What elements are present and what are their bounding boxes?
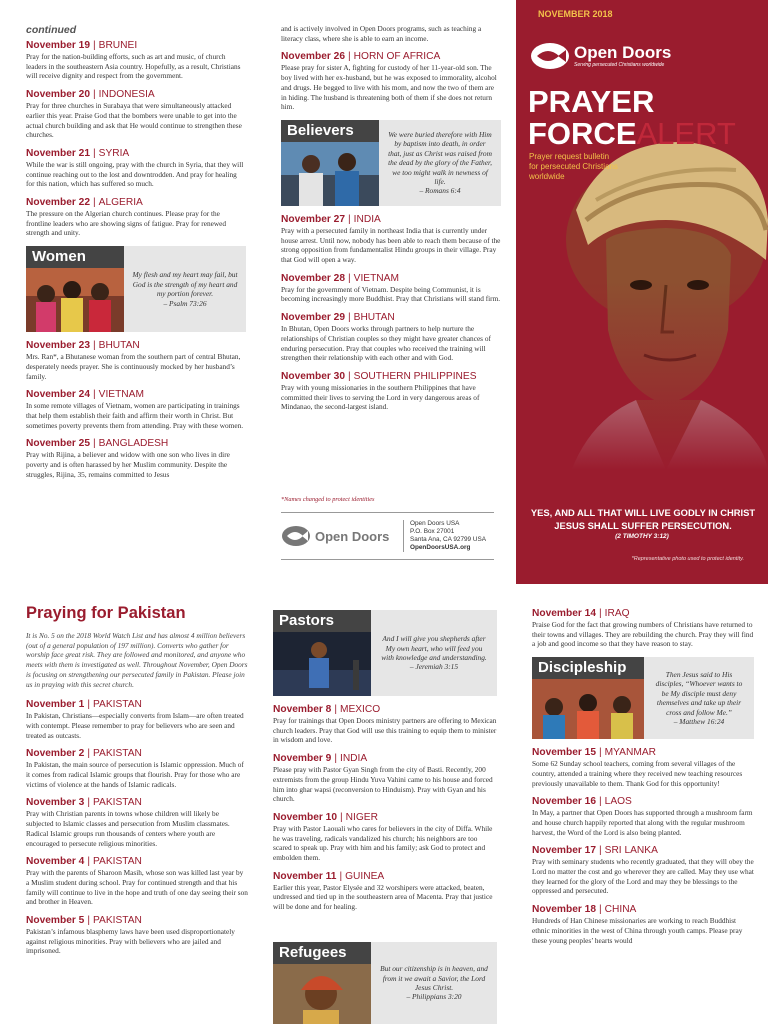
entry-text: Mrs. Ran*, a Bhutanese woman from the southern part of central Bhutan, desperately needs prayer. She is continuously mocked by her husband’s family. — [26, 352, 241, 381]
cover-quote: YES, AND ALL THAT WILL LIVE GODLY IN CHRIST JESUS SHALL SUFFER PERSECUTION. — [530, 507, 756, 531]
cover-logo — [530, 42, 671, 70]
entry-country: SYRIA — [98, 147, 130, 159]
entry-text: Pray for trainings that Open Doors ministry partners are offering to Mexican church leaders. Pray that God will use this training to equip them to minister in wisdom and love. — [273, 716, 497, 745]
prayer-entry: November 21 | SYRIA While the war is still ongoing, pray with the church in Syria, that they will continue reaching out to the lost and downtrodden. And pray for healing for this nation, which has suffered so much. — [26, 148, 246, 189]
entry-date: November 30 — [281, 370, 345, 382]
entry-country: CHINA — [604, 904, 637, 916]
column-6 — [532, 608, 754, 953]
entry-text: Pray for the nation-building efforts, such as art and music, of church leaders in the southeastern Asia country. Hopefully, as a result, Christians will receive dignity and respect from the government. — [26, 52, 241, 81]
entry-country: VIETNAM — [98, 389, 144, 401]
address-website: OpenDoorsUSA.org — [410, 544, 471, 551]
entry-country: NIGER — [345, 811, 378, 823]
entry-date: November 25 — [26, 438, 90, 450]
entry-country: PAKISTAN — [92, 797, 142, 809]
entry-country: ALGERIA — [98, 197, 143, 209]
entry-country: MYANMAR — [604, 747, 656, 759]
entry-text: Pray with the parents of Sharoon Masih, whose son was killed last year by a Muslim student during school. Pray for continued strength and that his family will continue to live in the hope and truth of one day seeing their son and brother in Heaven. — [26, 868, 248, 907]
entry-date: November 28 — [281, 272, 345, 284]
column-5 — [273, 610, 497, 920]
entry-country: MEXICO — [339, 704, 381, 715]
prayer-entry: November 9 | INDIA Please pray with Pastor Gyan Singh from the city of Basti. Recently, 200 extremists from the group Hindu Yuva Vahini came to his house and forced him into ghar wapsi (reconversion to Hinduism). Pray with Gyan and his church. — [273, 753, 497, 804]
entry-date: November 4 — [26, 856, 85, 868]
believers-photo — [281, 120, 379, 206]
entry-date: November 18 — [532, 904, 596, 916]
cover-title-prayer: PRAYER — [528, 84, 655, 119]
entry-country: BHUTAN — [353, 312, 395, 324]
fish-logo-icon — [530, 42, 570, 70]
box-label: Pastors — [273, 610, 371, 632]
scripture-quote: And I will give you shepherds after My own heart, who will feed you with knowledge and understanding. – Jeremiah 3:15 — [381, 634, 487, 672]
fish-logo-icon — [281, 525, 311, 547]
cover-title-line2 — [528, 118, 736, 150]
prayer-entry: November 25 | BANGLADESH Pray with Rijina, a believer and widow with one son who lives in dire poverty and is often harassed by her Muslim community. Despite the struggles, Rijina, 35, remains committed to Jesus — [26, 438, 246, 479]
entry-text: Please pray for sister A, fighting for custody of her 11-year-old son. The boy lived with her ex-husband, but he was exposed to immorality, alcohol and drugs. He begged to live with his mom, and now the two of them are in hiding. The husband is threatening both of them if she does not return him. — [281, 63, 497, 112]
prayer-entry: November 2 | PAKISTAN In Pakistan, the main source of persecution is Islamic oppression. Much of it comes from radical Islamic groups that flourish. Pray for those who are victims of violence at the hands of Islamic radicals. — [26, 748, 248, 789]
entry-country: INDONESIA — [98, 89, 155, 101]
logo-text: Open Doors — [315, 528, 390, 544]
entry-country: INDIA — [353, 213, 381, 225]
cover-logo-text: Open Doors — [574, 43, 672, 62]
entry-date: November 20 — [26, 89, 90, 101]
entry-date: November 17 — [532, 845, 596, 857]
cover-tagline: Serving persecuted Christians worldwide — [574, 62, 665, 68]
entry-text: Pray with young missionaries in the southern Philippines that have committed their lives to serving the Lord in very dangerous areas of Mindanao, the second-largest island. — [281, 382, 480, 412]
entry-country: LAOS — [604, 796, 632, 808]
entry-country: BHUTAN — [98, 340, 140, 352]
entry-text: Pray with Pastor Laouali who cares for believers in the city of Diffa. While he was traveling, radicals vandalized his church; his neighbors are too scared to speak up. Pray with him and his family; ask God to protect and embolden them. — [273, 823, 493, 863]
entry-country: IRAQ — [604, 608, 630, 619]
prayer-entry: November 3 | PAKISTAN Pray with Christian parents in towns whose children will likely be subjected to Islamic classes and persecution from Muslim classmates. Radical Islamic groups run thousands of centers where youth are encouraged to persecute religious minorities. — [26, 797, 248, 848]
prayer-entry: November 1 | PAKISTAN In Pakistan, Christians—especially converts from Islam—are often treated with contempt. Please remember to pray for believers who are seen and treated as outcasts. — [26, 699, 248, 740]
entry-country: BANGLADESH — [98, 438, 169, 450]
address-line: Santa Ana, CA 92799 USA — [410, 536, 487, 543]
entry-text: Pakistan’s infamous blasphemy laws have been used disproportionately against religious minorities. Pray with believers who are jailed and imprisoned. — [26, 927, 235, 956]
prayer-entry: November 5 | PAKISTAN Pakistan’s infamous blasphemy laws have been used disproportionately against religious minorities. Pray with believers who are jailed and imprisoned. — [26, 915, 248, 956]
prayer-entry: November 14 | IRAQ Praise God for the fact that growing numbers of Christians have returned to their towns and villages. They are rebuilding the church. Pray they will find a job and good income so that they have reason to stay. — [532, 608, 754, 649]
entry-text: Pray with seminary students who recently graduated, that they will obey the Lord no matter the cost and go wherever they are called. May they use what they learned for the glory of the Lord and may they be blessings to the oppressed and persecuted. — [532, 857, 754, 896]
cover-subtitle: Prayer request bulletin for persecuted Christians worldwide — [529, 152, 618, 181]
entry-country: HORN OF AFRICA — [353, 51, 441, 63]
prayer-entry: November 4 | PAKISTAN Pray with the parents of Sharoon Masih, whose son was killed last year by a Muslim student during school. Pray for continued strength and that his family will continue to live in the hope and truth of one day seeing their son and brother in Heaven. — [26, 856, 248, 907]
entry-text: Pray with Rijina, a believer and widow with one son who lives in dire poverty and is often harassed by her Muslim community. Despite the struggles, Rijina, 35, remains committed to Jesus — [26, 450, 230, 479]
entry-date: November 29 — [281, 312, 345, 324]
entry-date: November 14 — [532, 608, 596, 619]
prayer-entry: November 19 | BRUNEI Pray for the nation-building efforts, such as art and music, of church leaders in the southeastern Asia country. Hopefully, as a result, Christians will receive dignity and respect from the government. — [26, 40, 246, 81]
entry-country: VIETNAM — [353, 272, 399, 284]
address-line: P.O. Box 27001 — [410, 528, 455, 535]
entry-date: November 3 — [26, 797, 85, 809]
scripture-quote: Then Jesus said to His disciples, “Whoever wants to be My disciple must deny themselves and take up their cross and follow Me.” – Matthew 16:24 — [655, 669, 743, 726]
prayer-entry: November 16 | LAOS In May, a partner that Open Doors has supported through a mushroom farm and house church happily reported that along with the regular mushroom harvest, the Word of the Lord is also being planted. — [532, 796, 753, 837]
entry-date: November 10 — [273, 811, 337, 823]
entry-date: November 16 — [532, 796, 596, 808]
entry-date: November 23 — [26, 340, 90, 352]
entry-country: BRUNEI — [98, 40, 138, 51]
entry-text: While the war is still ongoing, pray with the church in Syria, that they will continue reaching out to the lost and downtrodden. And pray for healing for this nation, which has suffered so much. — [26, 159, 244, 189]
entry-text: Hundreds of Han Chinese missionaries are working to reach Buddhist ethnic minorities in the west of China through youth camps. Please pray these young peoples’ hearts would — [532, 916, 743, 945]
address-block — [281, 512, 494, 560]
entry-country: GUINEA — [345, 870, 385, 882]
prayer-entry: November 20 | INDONESIA Pray for three churches in Surabaya that were simultaneously attacked earlier this year. Praise God that the bombers were unable to get into the actual church building and ask that He would continue to strengthen these churches. — [26, 89, 246, 140]
scripture-quote: But our citizenship is in heaven, and from it we await a Savior, the Lord Jesus Christ. – Philippians 3:20 — [380, 964, 488, 1002]
column-1 — [26, 24, 246, 487]
prayer-entry: November 29 | BHUTAN In Bhutan, Open Doors works through partners to help nurture the relationships of Christian couples so they might have greater chances of enduring persecution. Pray that couples who received the training will strengthen their relationship with each other and with God. — [281, 312, 501, 363]
column-2 — [281, 24, 501, 420]
box-label: Refugees — [273, 942, 371, 964]
entry-date: November 5 — [26, 915, 85, 927]
prayer-entry: November 24 | VIETNAM In some remote villages of Vietnam, women are participating in trainings that help them establish their faith and affirm their worth in Christ. But sometimes poverty prevents them from attending. Pray with these women. — [26, 389, 246, 430]
pastors-box — [273, 610, 497, 696]
entry-country: INDIA — [339, 753, 368, 765]
refugees-box — [273, 942, 497, 1024]
continued-label: continued — [26, 24, 77, 36]
prayer-entry: November 26 | HORN OF AFRICA Please pray for sister A, fighting for custody of her 11-year-old son. The boy lived with her ex-husband, but he was exposed to immorality, alcohol and drugs. He begged to live with his mom, and now the two of them are in hiding. The husband is threatening both of them if she does not return him. — [281, 51, 501, 112]
entry-text: In Pakistan, the main source of persecution is Islamic oppression. Much of it comes from radical Islamic groups that flourish. Pray for those who are victims of violence at the hands of Islamic radicals. — [26, 760, 244, 789]
cover-title-alert: ALERT — [636, 116, 736, 151]
prayer-entry: November 23 | BHUTAN Mrs. Ran*, a Bhutanese woman from the southern part of central Bhutan, desperately needs prayer. She is continuously mocked by her husband’s family. — [26, 340, 246, 381]
box-label: Discipleship — [532, 657, 644, 679]
entry-text: In Bhutan, Open Doors works through partners to help nurture the relationships of Christian couples so they might have greater chances of enduring persecution. Pray that couples who received the training will strengthen their relationship with each other and with God. — [281, 324, 491, 363]
entry-text: In some remote villages of Vietnam, women are participating in trainings that help them establish their faith and affirm their worth in Christ. But sometimes poverty prevents them from attending. Pray with these women. — [26, 401, 244, 430]
refugees-box-wrap — [273, 942, 497, 1032]
entry-date: November 21 — [26, 147, 90, 159]
address-lines — [403, 520, 486, 552]
entry-text: Pray for three churches in Surabaya that were simultaneously attacked earlier this year. Praise God that the bombers were unable to get into the actual church building and ask that He would continue to strengthen these churches. — [26, 101, 242, 140]
open-doors-logo — [281, 525, 403, 547]
pakistan-intro: It is No. 5 on the 2018 World Watch List and has almost 4 million believers (out of a general population of 197 million). Converts who gather for worship face great risk. They are followed and monitored, and anyone who meets with them is investigated as well. Throughout November, Open Doors is focusing on strengthening our persecuted family in Pakistan. Please join us in praying with this secret church. — [26, 631, 248, 689]
prayer-entry: November 17 | SRI LANKA Pray with seminary students who recently graduated, that they will obey the Lord no matter the cost and go wherever they are called. May they use what they learned for the glory of the Lord and may they be blessings to the oppressed and persecuted. — [532, 845, 754, 896]
discipleship-box — [532, 657, 754, 739]
pakistan-heading: Praying for Pakistan — [26, 604, 186, 622]
cover-month: NOVEMBER 2018 — [538, 9, 613, 19]
entry-country: PAKISTAN — [92, 699, 142, 711]
entry-text: Some 62 Sunday school teachers, coming from several villages of the country, attended a training where they received new teaching resources previously unavailable to them. Thank God for this opportunity! — [532, 759, 743, 788]
col1-entries-2 — [26, 340, 246, 479]
entry-text: Pray for the government of Vietnam. Despite being Communist, it is becoming increasingly more Buddhist. Pray that Christians will stand firm. — [281, 284, 501, 304]
entry-text: In May, a partner that Open Doors has supported through a mushroom farm and house church happily reported that along with the regular mushroom harvest, the Word of the Lord is also being planted. — [532, 808, 753, 837]
pastors-photo — [273, 610, 371, 696]
photo-note: *Representative photo used to protect identity. — [631, 556, 744, 562]
entry-text: Please pray with Pastor Gyan Singh from the city of Basti. Recently, 200 extremists from the group Hindu Yuva Vahini came to his house and forced him into ghar wapsi (reconversion to Hinduism). Pray with Gyan and his church. — [273, 765, 493, 804]
entry-date: November 19 — [26, 40, 90, 51]
entry-date: November 26 — [281, 51, 345, 63]
cover-quote-ref: (2 TIMOTHY 3:12) — [615, 533, 669, 540]
prayer-entry: November 15 | MYANMAR Some 62 Sunday school teachers, coming from several villages of the country, attended a training where they received new teaching resources previously unavailable to them. Thank God for this opportunity! — [532, 747, 754, 788]
col1-entries — [26, 40, 246, 238]
entry-date: November 27 — [281, 213, 345, 225]
cover-title-force: FORCE — [528, 116, 637, 151]
entry-text: The pressure on the Algerian church continues. Please pray for the frontline leaders who are showing signs of fatigue. Pray for renewed strength and unity. — [26, 209, 226, 238]
women-box — [26, 246, 246, 332]
entry-text: Pray with Christian parents in towns whose children will likely be subjected to Islamic classes and persecution from Muslim classmates. Radical Islamic groups run thousands of centers where youth are encouraged to persecute religious minorities. — [26, 809, 230, 848]
believers-box — [281, 120, 501, 206]
prayer-entry: November 11 | GUINEA Earlier this year, Pastor Elysée and 32 worshipers were attacked, beaten, undressed and tied up in the southeastern area of Macenta. Pray that justice will be done and for healing. — [273, 871, 497, 912]
entry-text: Praise God for the fact that growing numbers of Christians have returned to their towns and villages. They are rebuilding the church. Pray they will find a job and good income so that they have reason to stay. — [532, 620, 754, 649]
prayer-entry: November 22 | ALGERIA The pressure on the Algerian church continues. Please pray for the frontline leaders who are showing signs of fatigue. Pray for renewed strength and unity. — [26, 197, 246, 238]
names-footnote: *Names changed to protect identities — [281, 496, 375, 503]
box-label: Believers — [281, 120, 379, 142]
entry-text: Earlier this year, Pastor Elysée and 32 worshipers were attacked, beaten, undressed and tied up in the southeastern area of Macenta. Pray that justice will be done and for healing. — [273, 882, 493, 912]
entry-country: PAKISTAN — [92, 915, 142, 927]
address-line: Open Doors USA — [410, 520, 460, 527]
entry-text: In Pakistan, Christians—especially converts from Islam—are often treated with contempt. Please remember to pray for believers who are seen and treated as outcasts. — [26, 711, 244, 740]
prayer-entry: November 30 | SOUTHERN PHILIPPINES Pray with young missionaries in the southern Philippines that have committed their lives to serving the Lord in very dangerous areas of Mindanao, the second-largest island. — [281, 371, 501, 412]
cover-panel — [516, 0, 768, 584]
entry-country: PAKISTAN — [92, 856, 142, 868]
entry-country: PAKISTAN — [92, 748, 142, 760]
entry-text: Pray with a persecuted family in northeast India that is currently under house arrest. Until now, nobody has been able to reach them because of the strong opposition from fundamentalist Hindu groups in their village. Pray that God will open a way. — [281, 225, 501, 265]
prayer-entry: November 10 | NIGER Pray with Pastor Laouali who cares for believers in the city of Diffa. While he was traveling, radicals vandalized his church; his neighbors are too scared to speak up. Pray with him and his family; ask God to protect and embolden them. — [273, 812, 497, 863]
entry-date: November 8 — [273, 704, 332, 715]
scripture-quote: We were buried therefore with Him by baptism into death, in order that, just as Christ was raised from the dead by the glory of the Father, we too might walk in newness of life. – Romans 6:4 — [388, 130, 492, 196]
entry-date: November 15 — [532, 747, 596, 759]
entry-date: November 1 — [26, 699, 85, 711]
pakistan-section — [26, 604, 248, 964]
prayer-entry: November 28 | VIETNAM Pray for the government of Vietnam. Despite being Communist, it is becoming increasingly more Buddhist. Pray that Christians will stand firm. — [281, 272, 501, 304]
scripture-quote: My flesh and my heart may fail, but God is the strength of my heart and my portion forever. – Psalm 73:26 — [132, 270, 238, 308]
entry-country: SRI LANKA — [604, 845, 658, 857]
continued-text: and is actively involved in Open Doors programs, such as teaching a literacy class, where she is able to earn an income. — [281, 24, 482, 43]
prayer-entry: November 27 | INDIA Pray with a persecuted family in northeast India that is currently under house arrest. Until now, nobody has been able to reach them because of the strong opposition from fundamentalist Hindu groups in their village. Pray that God will open a way. — [281, 213, 501, 265]
box-label: Women — [26, 246, 124, 268]
entry-date: November 9 — [273, 753, 332, 765]
entry-date: November 2 — [26, 748, 85, 760]
women-photo — [26, 246, 124, 332]
prayer-entry: November 18 | CHINA Hundreds of Han Chinese missionaries are working to reach Buddhist ethnic minorities in the west of China through youth camps. Please pray these young peoples’ hearts would — [532, 904, 754, 945]
entry-date: November 11 — [273, 870, 337, 882]
refugees-photo — [273, 942, 371, 1024]
entry-country: SOUTHERN PHILIPPINES — [353, 370, 477, 382]
entry-date: November 22 — [26, 197, 90, 209]
prayer-entry: November 8 | MEXICO Pray for trainings that Open Doors ministry partners are offering to Mexican church leaders. Pray that God will use this training to equip them to minister in wisdom and love. — [273, 704, 497, 745]
entry-date: November 24 — [26, 389, 90, 401]
discipleship-photo — [532, 657, 644, 739]
